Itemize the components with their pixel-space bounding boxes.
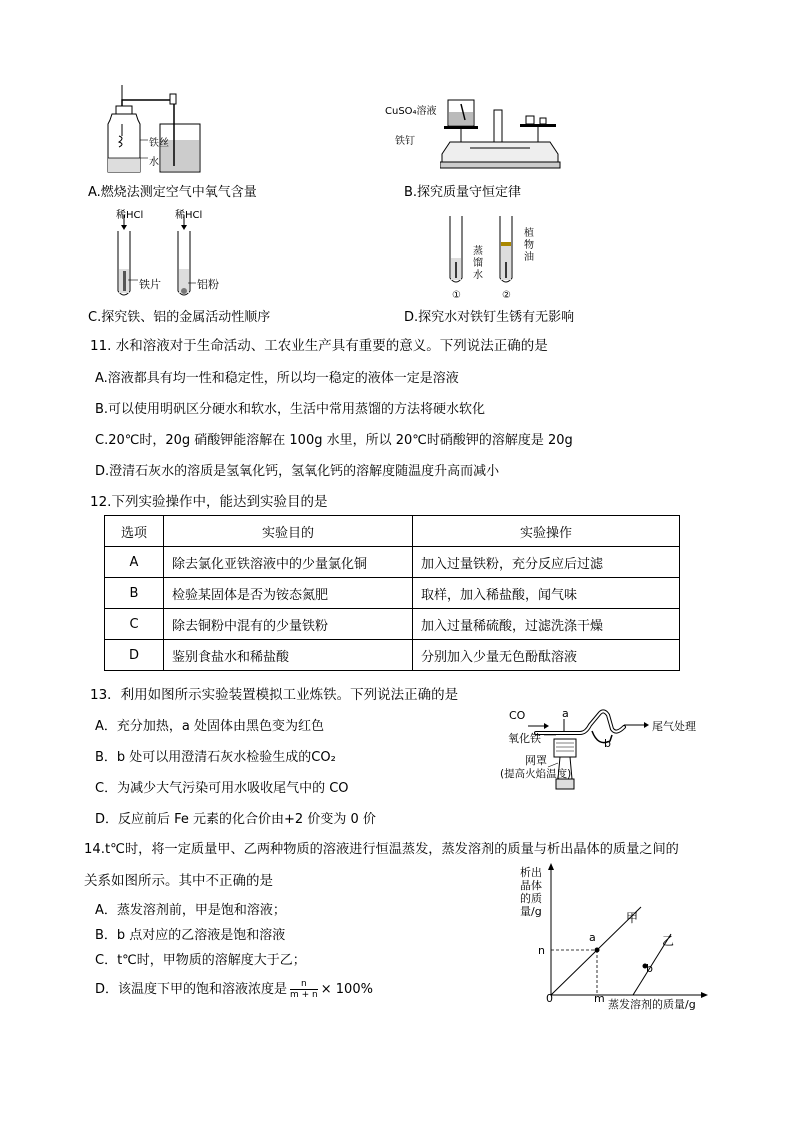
label-iron-sheet: 铁片 <box>139 278 161 291</box>
table-cell: 分别加入少量无色酚酞溶液 <box>413 640 680 671</box>
table-cell: B <box>105 578 164 609</box>
point-label-b: b <box>646 962 653 975</box>
q14-option-a: A．蒸发溶剂前，甲是饱和溶液； <box>95 903 286 918</box>
table-row <box>105 578 680 609</box>
caption-c: C.探究铁、铝的金属活动性顺序 <box>88 310 271 325</box>
q12-table <box>104 515 680 671</box>
table-header-cell: 选项 <box>105 516 164 547</box>
q11-option-a: A.溶液都具有均一性和稳定性，所以均一稳定的液体一定是溶液 <box>95 371 459 386</box>
point-label-a: a <box>589 931 596 944</box>
label-cuso4-solution: CuSO₄溶液 <box>385 106 437 117</box>
q14-option-d-percent: × 100% <box>320 982 373 997</box>
fraction-denominator: m + n <box>290 990 318 1000</box>
label-aluminum-powder: 铝粉 <box>197 278 219 291</box>
chart-y-tick-n: n <box>538 944 545 957</box>
chart-x-tick-m: m <box>594 992 605 1005</box>
q11-option-d: D.澄清石灰水的溶质是氢氧化钙，氢氧化钙的溶解度随温度升高而减小 <box>95 464 500 479</box>
label-point-a: a <box>562 707 569 720</box>
x-axis-arrow <box>701 992 708 998</box>
label-gauze: 网罩 <box>525 754 547 767</box>
label-iron-nail: 铁钉 <box>395 136 415 147</box>
table-cell: 除去铜粉中混有的少量铁粉 <box>164 609 413 640</box>
label-water: 水 <box>149 157 159 168</box>
label-tube-1: ① <box>452 290 461 301</box>
table-row <box>105 609 680 640</box>
series-label-yi: 乙 <box>662 934 675 948</box>
label-vegetable-oil: 植物油 <box>524 228 534 263</box>
chart-ylabel: 析出晶体的质量/g <box>520 866 542 918</box>
label-dilute-hcl-2: 稀HCl <box>175 210 203 221</box>
caption-b: B.探究质量守恒定律 <box>404 185 522 200</box>
figure-b-balance <box>440 96 570 172</box>
fraction-numerator: n <box>290 979 318 990</box>
caption-d: D.探究水对铁钉生锈有无影响 <box>404 310 575 325</box>
table-header-row <box>105 516 680 547</box>
q13-option-a: A．充分加热，a 处固体由黑色变为红色 <box>95 719 324 734</box>
table-header-cell: 实验操作 <box>413 516 680 547</box>
q13-option-c: C．为减少大气污染可用水吸收尾气中的 CO <box>95 781 349 796</box>
label-tube-2: ② <box>502 290 511 301</box>
label-distilled-water: 蒸馏水 <box>473 246 483 281</box>
series-label-jia: 甲 <box>626 911 639 925</box>
table-cell: 鉴别食盐水和稀盐酸 <box>164 640 413 671</box>
q13-option-d: D．反应前后 Fe 元素的化合价由+2 价变为 0 价 <box>95 812 376 827</box>
table-row <box>105 547 680 578</box>
q11-option-c: C.20℃时，20g 硝酸钾能溶解在 100g 水里，所以 20℃时硝酸钾的溶解度是 20g <box>95 433 573 448</box>
q14-stem-line-2: 关系如图所示。其中不正确的是 <box>84 873 273 889</box>
table-row <box>105 640 680 671</box>
label-tail-gas: 尾气处理 <box>652 720 696 733</box>
q14-option-d-text: D．该温度下甲的饱和溶液浓度是 <box>95 982 288 997</box>
figure-a-apparatus <box>100 80 220 180</box>
q14-stem-line-1: 14.t℃时，将一定质量甲、乙两种物质的溶液进行恒温蒸发，蒸发溶剂的质量与析出晶体的质量之间的 <box>84 842 679 857</box>
q14-fraction <box>290 979 318 1000</box>
q14-option-c: C．t℃时，甲物质的溶解度大于乙； <box>95 953 306 968</box>
table-cell: 加入过量稀硫酸，过滤洗涤干燥 <box>413 609 680 640</box>
chart-origin: 0 <box>546 992 553 1005</box>
table-cell: 除去氯化亚铁溶液中的少量氯化铜 <box>164 547 413 578</box>
q14-option-b: B．b 点对应的乙溶液是饱和溶液 <box>95 928 286 943</box>
label-point-b: b <box>604 737 611 750</box>
table-cell: D <box>105 640 164 671</box>
table-cell: A <box>105 547 164 578</box>
label-dilute-hcl-1: 稀HCl <box>116 210 144 221</box>
label-gauze-note: (提高火焰温度) <box>500 768 572 780</box>
q13-option-b: B．b 处可以用澄清石灰水检验生成的CO₂ <box>95 750 336 765</box>
q11-option-b: B.可以使用明矾区分硬水和软水，生活中常用蒸馏的方法将硬水软化 <box>95 402 486 417</box>
table-cell: 检验某固体是否为铵态氮肥 <box>164 578 413 609</box>
point-a-marker <box>595 948 600 953</box>
table-header-cell: 实验目的 <box>164 516 413 547</box>
q13-stem: 13．利用如图所示实验装置模拟工业炼铁。下列说法正确的是 <box>90 687 459 703</box>
table-cell: 取样，加入稀盐酸，闻气味 <box>413 578 680 609</box>
q11-stem: 11. 水和溶液对于生命活动、工农业生产具有重要的意义。下列说法正确的是 <box>90 338 548 354</box>
chart-xlabel: 蒸发溶剂的质量/g <box>608 998 696 1011</box>
label-iron-wire: 铁丝 <box>149 138 169 149</box>
caption-a: A.燃烧法测定空气中氧气含量 <box>88 185 257 200</box>
q12-stem: 12.下列实验操作中，能达到实验目的是 <box>90 494 328 510</box>
table-cell: 加入过量铁粉，充分反应后过滤 <box>413 547 680 578</box>
q14-option-d <box>95 978 373 1000</box>
table-cell: C <box>105 609 164 640</box>
label-iron-oxide: 氧化铁 <box>508 732 541 745</box>
label-co-inlet: CO <box>509 709 526 722</box>
